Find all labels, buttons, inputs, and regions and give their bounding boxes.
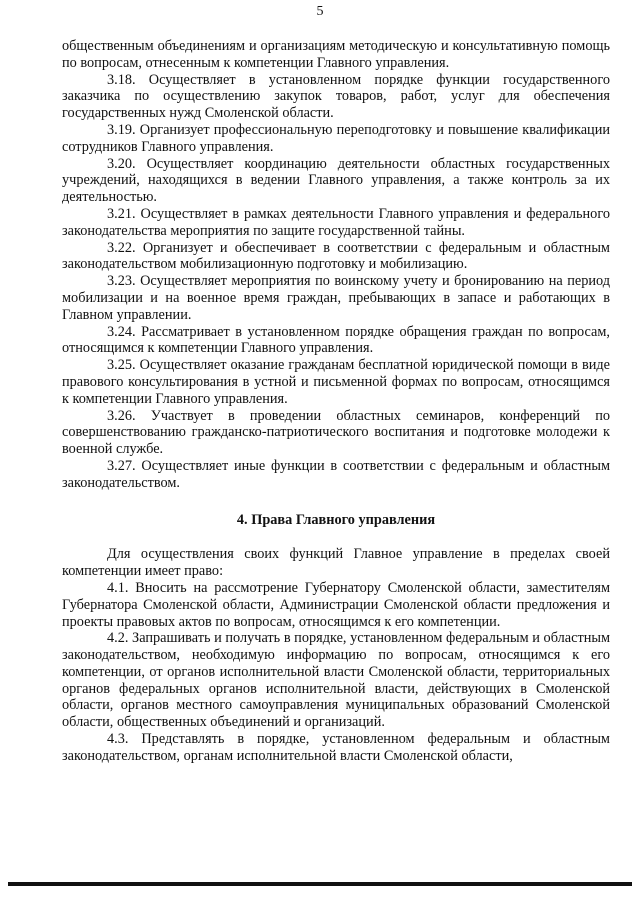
bottom-rule [8, 882, 632, 886]
paragraph-4-1: 4.1. Вносить на рассмотрение Губернатору Смоленской области, заместителям Губернатора Смоленской области, Администрации Смоленской области предложения и проекты правовых актов по вопросам, относящимся к его компетенции. [62, 579, 610, 630]
paragraph-3-21: 3.21. Осуществляет в рамках деятельности Главного управления и федерального законодательства мероприятия по защите государственной тайны. [62, 205, 610, 239]
paragraph-3-23: 3.23. Осуществляет мероприятия по воинскому учету и бронированию на период мобилизации и на военное время граждан, пребывающих в запасе и работающих в Главном управлении. [62, 273, 610, 323]
document-body [62, 38, 610, 765]
paragraph-section-intro: Для осуществления своих функций Главное управление в пределах своей компетенции имеет право: [62, 546, 610, 580]
paragraph-3-24: 3.24. Рассматривает в установленном порядке обращения граждан по вопросам, относящимся к компетенции Главного управления. [62, 323, 610, 357]
paragraph-3-19: 3.19. Организует профессиональную переподготовку и повышение квалификации сотрудников Главного управления. [62, 121, 610, 155]
paragraph-3-22: 3.22. Организует и обеспечивает в соответствии с федеральным и областным законодательством мобилизационную подготовку и мобилизацию. [62, 239, 610, 273]
paragraph-4-2: 4.2. Запрашивать и получать в порядке, установленном федеральным и областным законодательством, необходимую информацию по вопросам, относящимся к его компетенции, от органов исполнительной власти Смоленской области, территориальных органов федеральных органов исполнительной власти, действующих в Смоленской области, органов местного самоуправления муниципальных образований Смоленской области, общественных объединений и организаций. [62, 630, 610, 731]
page-number: 5 [316, 4, 324, 19]
paragraph-3-27: 3.27. Осуществляет иные функции в соответствии с федеральным и областным законодательством. [62, 457, 610, 491]
paragraph-continuation: общественным объединениям и организациям методическую и консультативную помощь по вопросам, отнесенным к компетенции Главного управления. [62, 38, 610, 71]
paragraph-3-25: 3.25. Осуществляет оказание гражданам бесплатной юридической помощи в виде правового консультирования в устной и письменной формах по вопросам, относящимся к компетенции Главного управления. [62, 357, 610, 407]
paragraph-3-18: 3.18. Осуществляет в установленном порядке функции государственного заказчика по осуществлению закупок товаров, работ, услуг для обеспечения государственных нужд Смоленской области. [62, 71, 610, 122]
paragraph-3-20: 3.20. Осуществляет координацию деятельности областных государственных учреждений, находящихся в ведении Главного управления, а также контроль за их деятельностью. [62, 155, 610, 206]
paragraph-4-3: 4.3. Представлять в порядке, установленном федеральным и областным законодательством, органам исполнительной власти Смоленской области, [62, 731, 610, 764]
section-heading: 4. Права Главного управления [236, 511, 436, 528]
paragraph-3-26: 3.26. Участвует в проведении областных семинаров, конференций по совершенствованию гражданско-патриотического воспитания и подготовке молодежи к военной службе. [62, 407, 610, 458]
